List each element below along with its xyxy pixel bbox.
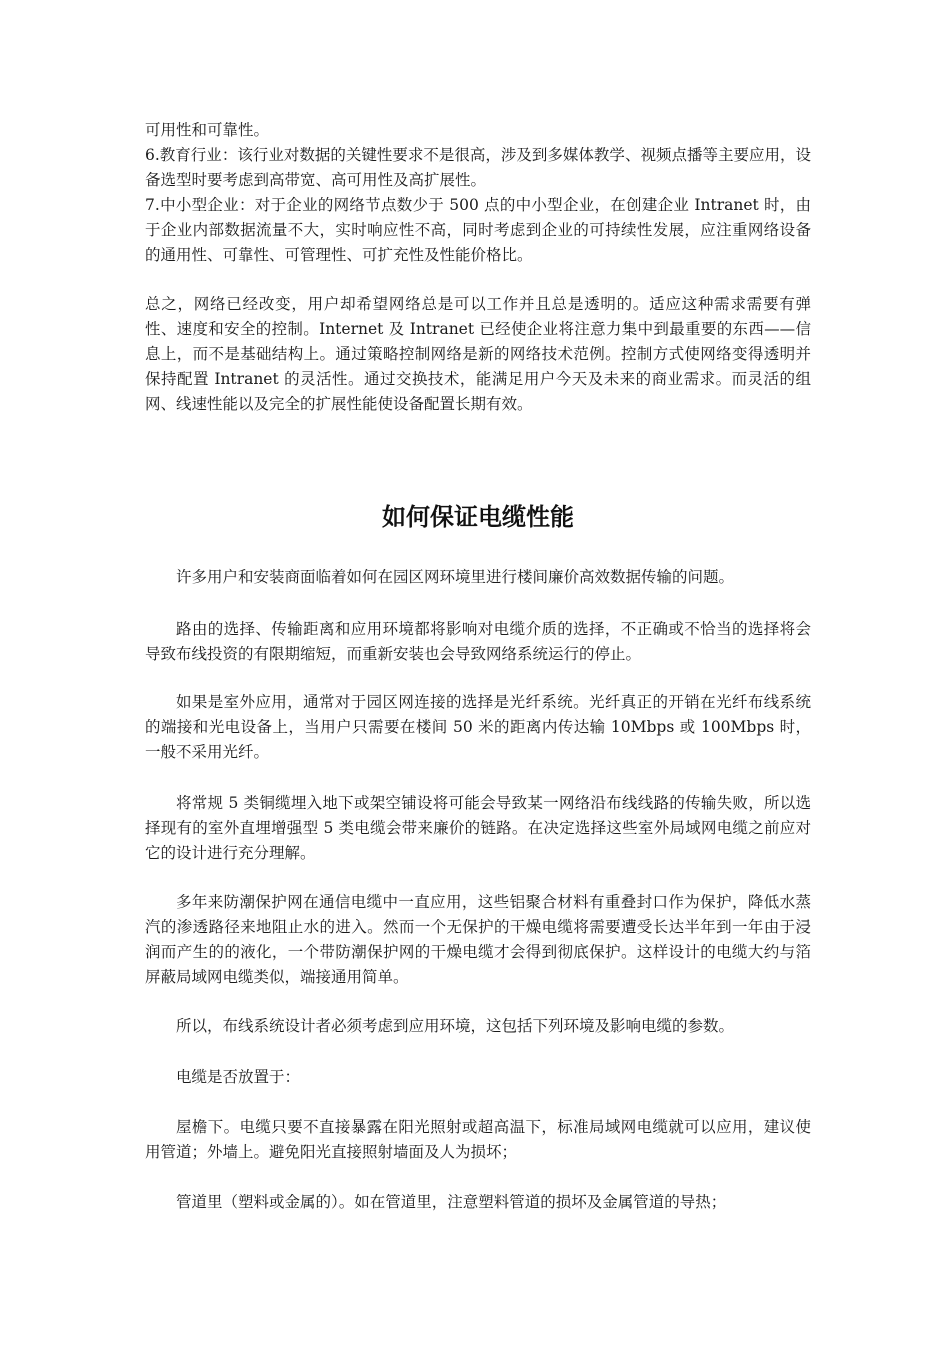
paragraph-environment: 所以，布线系统设计者必须考虑到应用环境，这包括下列环境及影响电缆的参数。	[176, 1017, 735, 1035]
section-title: 如何保证电缆性能	[382, 503, 574, 531]
paragraph-moisture: 多年来防潮保护网在通信电缆中一直应用，这些铝聚合材料有重叠封口作为保护，降低水蒸汽的渗透路径来地阻止水的进入。然而一个无保护的干燥电缆将需要遭受长达半年到一年由于浸润而产生的的液化，一个带防潮保护网的干燥电缆才会得到彻底保护。这样设计的电缆大约与箔屏蔽局域网电缆类似，端接通用简单。	[145, 893, 811, 986]
paragraph-intro: 许多用户和安装商面临着如何在园区网环境里进行楼间廉价高效数据传输的问题。	[176, 568, 735, 586]
paragraph-fiber: 如果是室外应用，通常对于园区网连接的选择是光纤系统。光纤真正的开销在光纤布线系统的端接和光电设备上，当用户只需要在楼间 50 米的距离内传达输 10Mbps 或 100Mbps 时，一般不采用光纤。	[145, 693, 811, 761]
intro-item-sme: 7.中小型企业：对于企业的网络节点数少于 500 点的中小型企业，在创建企业 Intranet 时，由于企业内部数据流量不大，实时响应性不高，同时考虑到企业的可持续性发展，应注重网络设备的通用性、可靠性、可管理性、可扩充性及性能价格比。	[145, 196, 811, 264]
paragraph-routing: 路由的选择、传输距离和应用环境都将影响对电缆介质的选择，不正确或不恰当的选择将会导致布线投资的有限期缩短，而重新安装也会导致网络系统运行的停止。	[145, 620, 811, 663]
paragraph-eaves: 屋檐下。电缆只要不直接暴露在阳光照射或超高温下，标准局域网电缆就可以应用，建议使用管道；外墙上。避免阳光直接照射墙面及人为损坏；	[145, 1118, 811, 1161]
intro-line-availability: 可用性和可靠性。	[145, 121, 270, 139]
paragraph-placement: 电缆是否放置于：	[176, 1068, 301, 1086]
summary-paragraph: 总之，网络已经改变，用户却希望网络总是可以工作并且总是透明的。适应这种需求需要有弹性、速度和安全的控制。Internet 及 Intranet 已经使企业将注意力集中到最重要的东西——信息上，而不是基础结构上。通过策略控制网络是新的网络技术范例。控制方式使网络变得透明并保持配置 Intranet 的灵活性。通过交换技术，能满足用户今天及未来的商业需求。而灵活的组网、线速性能以及完全的扩展性能使设备配置长期有效。	[145, 295, 811, 413]
paragraph-conduit: 管道里（塑料或金属的）。如在管道里，注意塑料管道的损坏及金属管道的导热；	[176, 1193, 727, 1211]
paragraph-copper: 将常规 5 类铜缆埋入地下或架空铺设将可能会导致某一网络沿布线线路的传输失败，所以选择现有的室外直埋增强型 5 类电缆会带来廉价的链路。在决定选择这些室外局域网电缆之前应对它的设计进行充分理解。	[145, 794, 811, 862]
intro-item-education: 6.教育行业：该行业对数据的关键性要求不是很高，涉及到多媒体教学、视频点播等主要应用，设备选型时要考虑到高带宽、高可用性及高扩展性。	[145, 146, 811, 189]
